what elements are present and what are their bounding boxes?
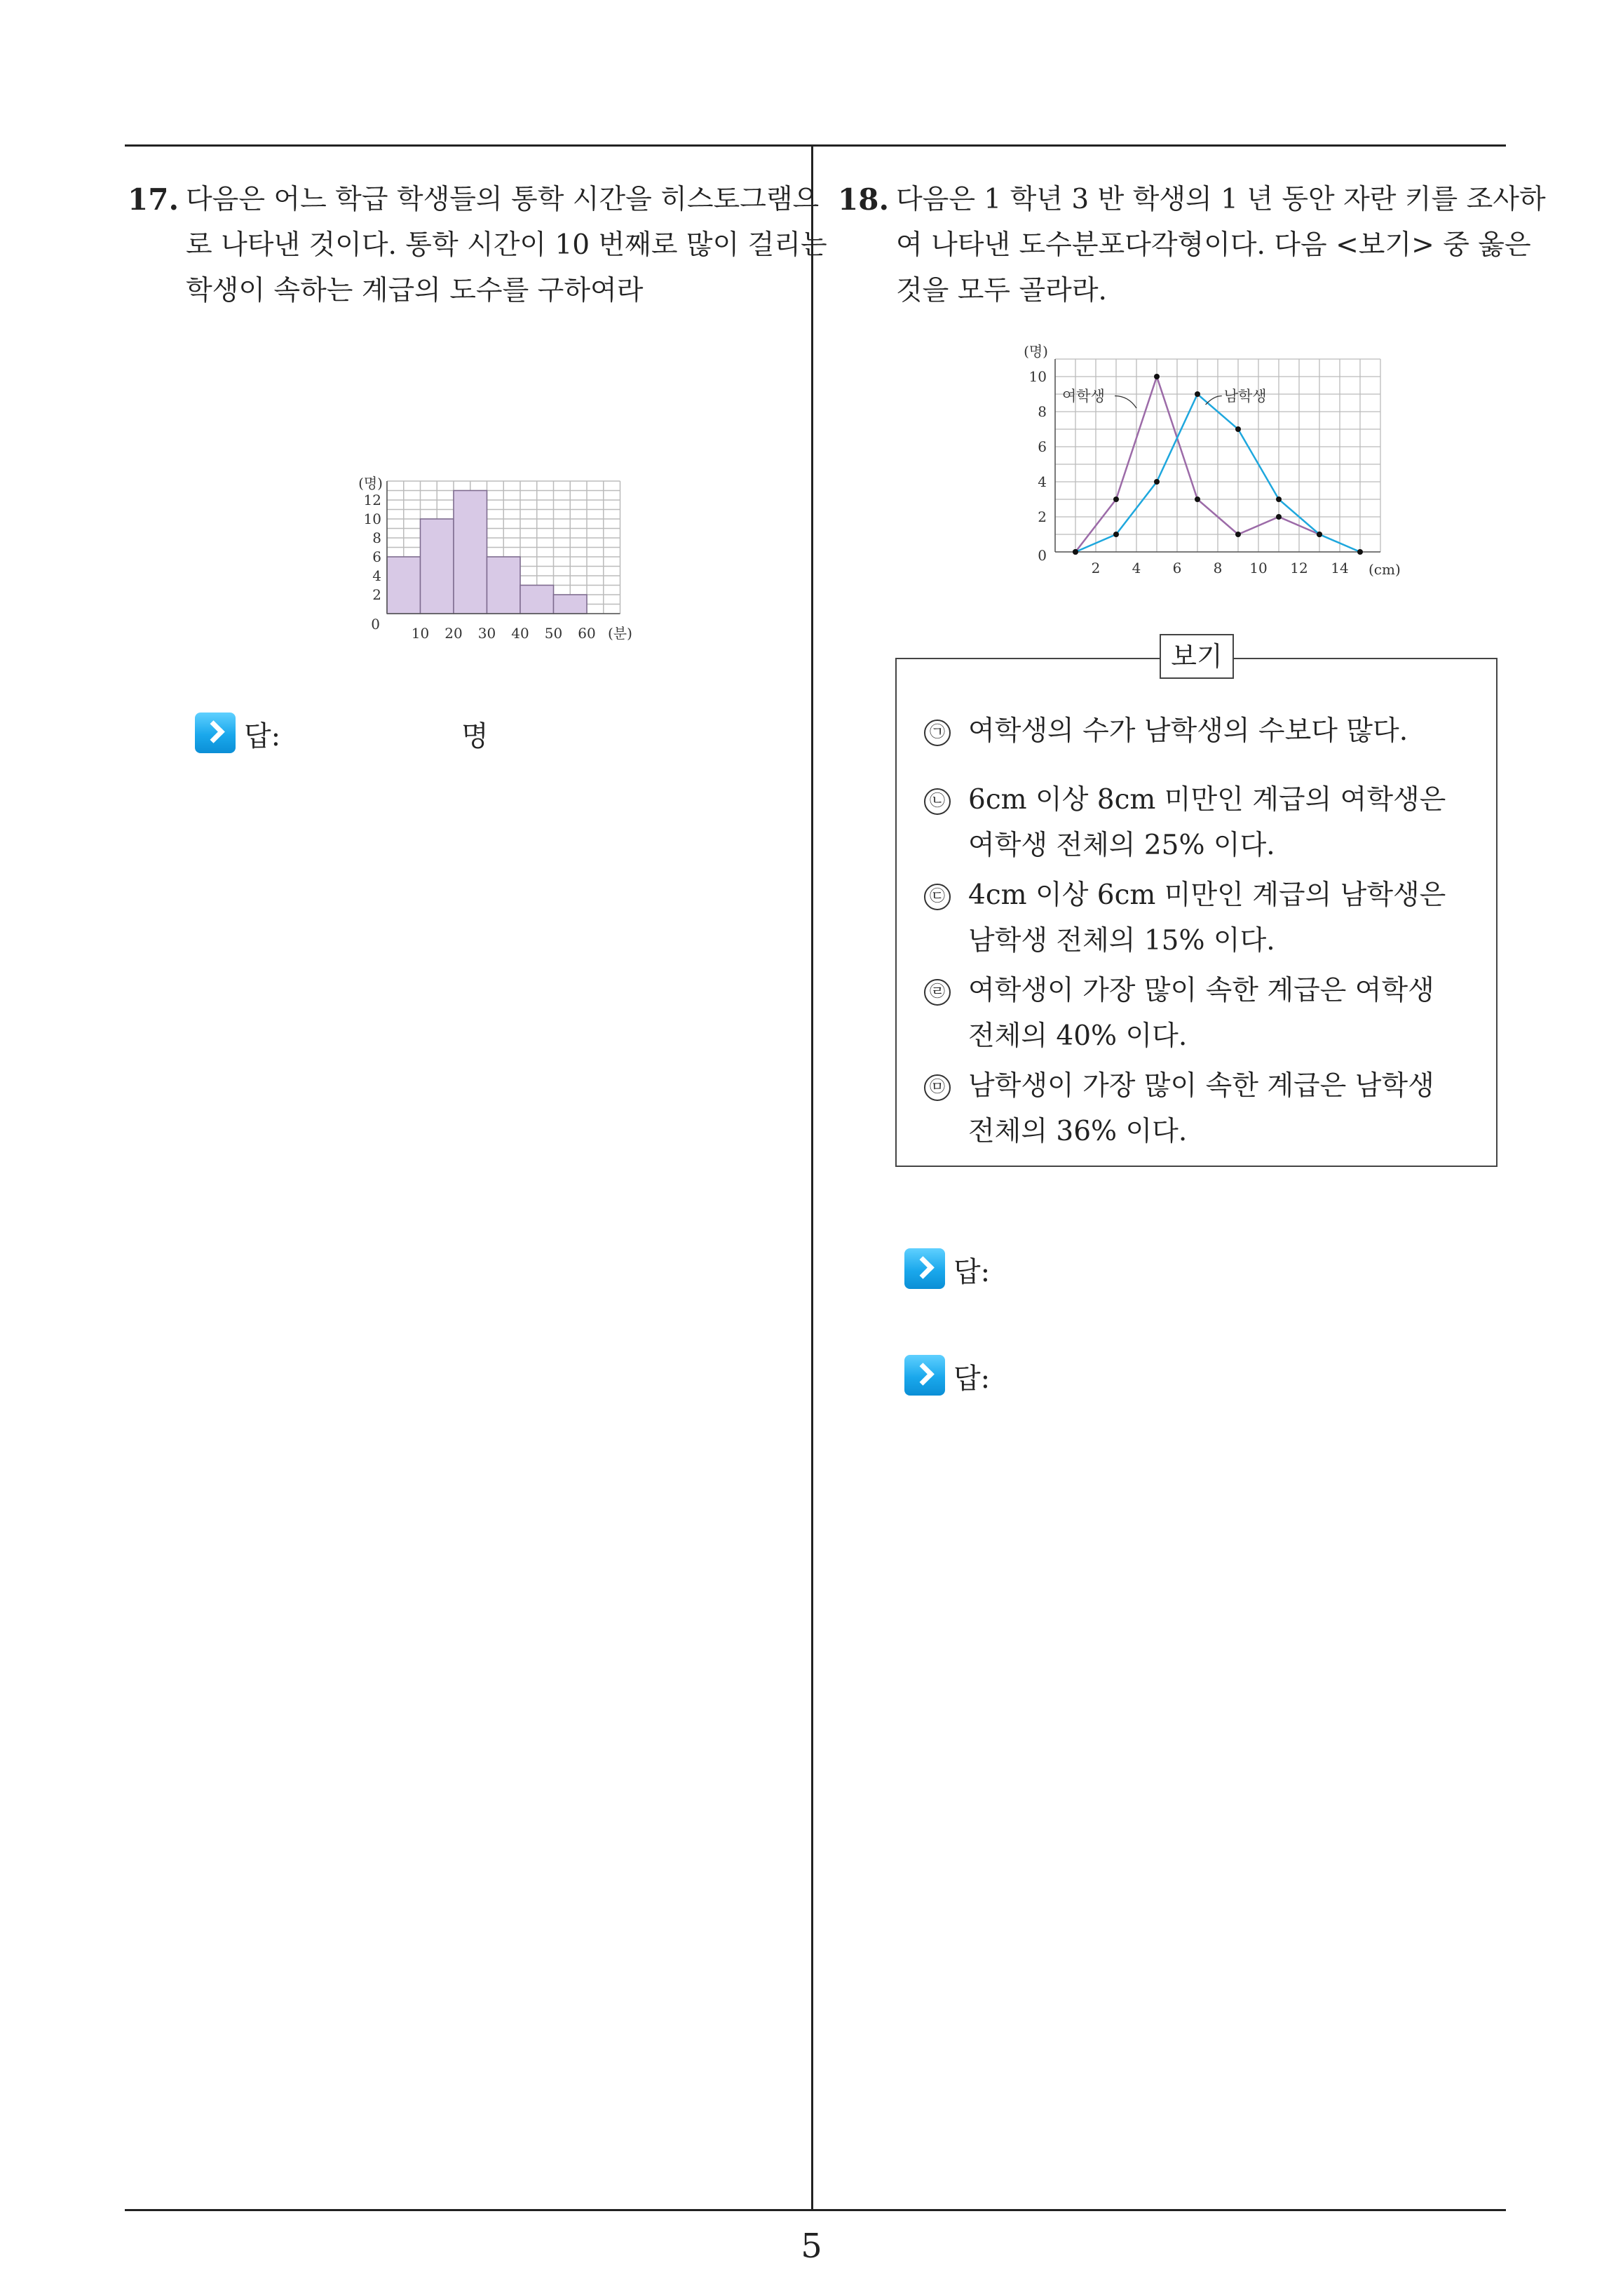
y-unit-label: (명) (358, 475, 383, 492)
top-rule (125, 144, 1506, 147)
option-marker: ㉢ (924, 884, 951, 910)
histogram-bar (421, 519, 454, 614)
histogram-bar (487, 557, 521, 614)
option-marker: ㉤ (924, 1074, 951, 1101)
answer-18-2[interactable] (904, 1355, 1115, 1397)
x-tick-label: 20 (444, 625, 463, 642)
x-tick-label: 6 (1172, 560, 1182, 576)
question-text (896, 177, 1571, 313)
data-point (1195, 391, 1200, 397)
answer-arrow-icon (904, 1248, 945, 1289)
bottom-rule (125, 2209, 1506, 2211)
question-line: 것을 모두 골라라. (896, 275, 1107, 306)
x-tick-label: 40 (511, 625, 529, 642)
option-marker: ㉣ (924, 979, 951, 1006)
data-point (1113, 497, 1119, 502)
y-tick-label: 6 (372, 548, 381, 565)
x-tick-label: 14 (1331, 560, 1349, 576)
data-point (1195, 497, 1200, 502)
question-line: 로 나타낸 것이다. 통학 시간이 10 번째로 많이 걸리는 (186, 229, 827, 261)
y-tick-label: 6 (1038, 438, 1047, 455)
x-tick-label: 30 (477, 625, 496, 642)
x-tick-label: 2 (1091, 560, 1101, 576)
x-tick-label: 12 (1290, 560, 1308, 576)
x-tick-label: 10 (1249, 560, 1268, 576)
y-tick-label: 4 (1038, 473, 1047, 490)
x-tick-label: 10 (411, 625, 430, 642)
x-unit-label: (cm) (1369, 561, 1401, 578)
data-point (1357, 549, 1363, 555)
y-tick-label: 12 (363, 492, 381, 508)
option-line: 여학생 전체의 25% 이다. (968, 830, 1275, 861)
data-point (1073, 549, 1078, 555)
series-label: 여학생 (1062, 388, 1105, 405)
histogram-chart (344, 337, 652, 645)
histogram-bar (554, 595, 588, 614)
question-number: 17. (128, 182, 179, 217)
option-line: 남학생 전체의 15% 이다. (968, 925, 1275, 957)
y-tick-label: 10 (1028, 368, 1047, 385)
answer-label: 답: (244, 720, 281, 752)
option-line: 여학생이 가장 많이 속한 계급은 여학생 (968, 975, 1434, 1006)
data-point (1235, 532, 1241, 537)
data-point (1317, 532, 1322, 537)
data-point (1276, 514, 1282, 520)
option-line: 남학생이 가장 많이 속한 계급은 남학생 (968, 1070, 1434, 1102)
data-point (1235, 426, 1241, 432)
x-unit-label: (분) (608, 625, 632, 642)
data-point (1276, 497, 1282, 502)
question-number: 18. (838, 182, 890, 217)
answer-17[interactable] (195, 713, 545, 755)
y-tick-label: 8 (1038, 403, 1047, 420)
answer-arrow-icon (195, 713, 236, 753)
page-number: 5 (801, 2227, 822, 2266)
option-marker: ㉡ (924, 788, 951, 815)
data-point (1113, 532, 1119, 537)
answer-label: 답: (953, 1256, 991, 1288)
x-tick-label: 60 (578, 625, 596, 642)
option-line: 여학생의 수가 남학생의 수보다 많다. (968, 715, 1408, 747)
x-tick-label: 4 (1132, 560, 1141, 576)
y-tick-label: 8 (372, 529, 381, 546)
example-box-title: 보기 (1160, 634, 1234, 679)
y-tick-label: 2 (372, 586, 381, 603)
option-line: 4cm 이상 6cm 미만인 계급의 남학생은 (968, 879, 1446, 911)
question-line: 다음은 어느 학급 학생들의 통학 시간을 히스토그램으 (186, 184, 820, 215)
y-tick-label: 0 (1038, 547, 1047, 564)
data-point (1154, 479, 1160, 485)
option-line: 전체의 40% 이다. (968, 1020, 1188, 1052)
question-line: 학생이 속하는 계급의 도수를 구하여라 (186, 275, 644, 306)
y-tick-label: 2 (1038, 508, 1047, 525)
question-line: 여 나타낸 도수분포다각형이다. 다음 <보기> 중 옳은 (896, 229, 1531, 261)
y-unit-label: (명) (1024, 343, 1048, 360)
answer-label: 답: (953, 1363, 991, 1395)
x-tick-label: 8 (1213, 560, 1223, 576)
histogram-bar (520, 586, 554, 614)
histogram-bar (387, 557, 421, 614)
data-point (1154, 374, 1160, 379)
option-line: 6cm 이상 8cm 미만인 계급의 여학생은 (968, 784, 1446, 816)
option-marker: ㉠ (924, 720, 951, 746)
answer-18-1[interactable] (904, 1248, 1115, 1290)
y-tick-label: 10 (363, 511, 381, 527)
leader-line (1115, 396, 1136, 409)
answer-unit: 명 (461, 720, 489, 752)
question-line: 다음은 1 학년 3 반 학생의 1 년 동안 자란 키를 조사하 (896, 184, 1546, 215)
x-tick-label: 50 (544, 625, 563, 642)
histogram-bar (454, 491, 487, 614)
y-tick-label: 0 (371, 616, 380, 633)
answer-arrow-icon (904, 1355, 945, 1396)
series-label: 남학생 (1223, 388, 1267, 405)
option-line: 전체의 36% 이다. (968, 1116, 1188, 1147)
frequency-polygon-chart (1003, 338, 1409, 590)
y-tick-label: 4 (372, 567, 381, 584)
question-text (186, 177, 859, 313)
column-divider (811, 144, 813, 2210)
